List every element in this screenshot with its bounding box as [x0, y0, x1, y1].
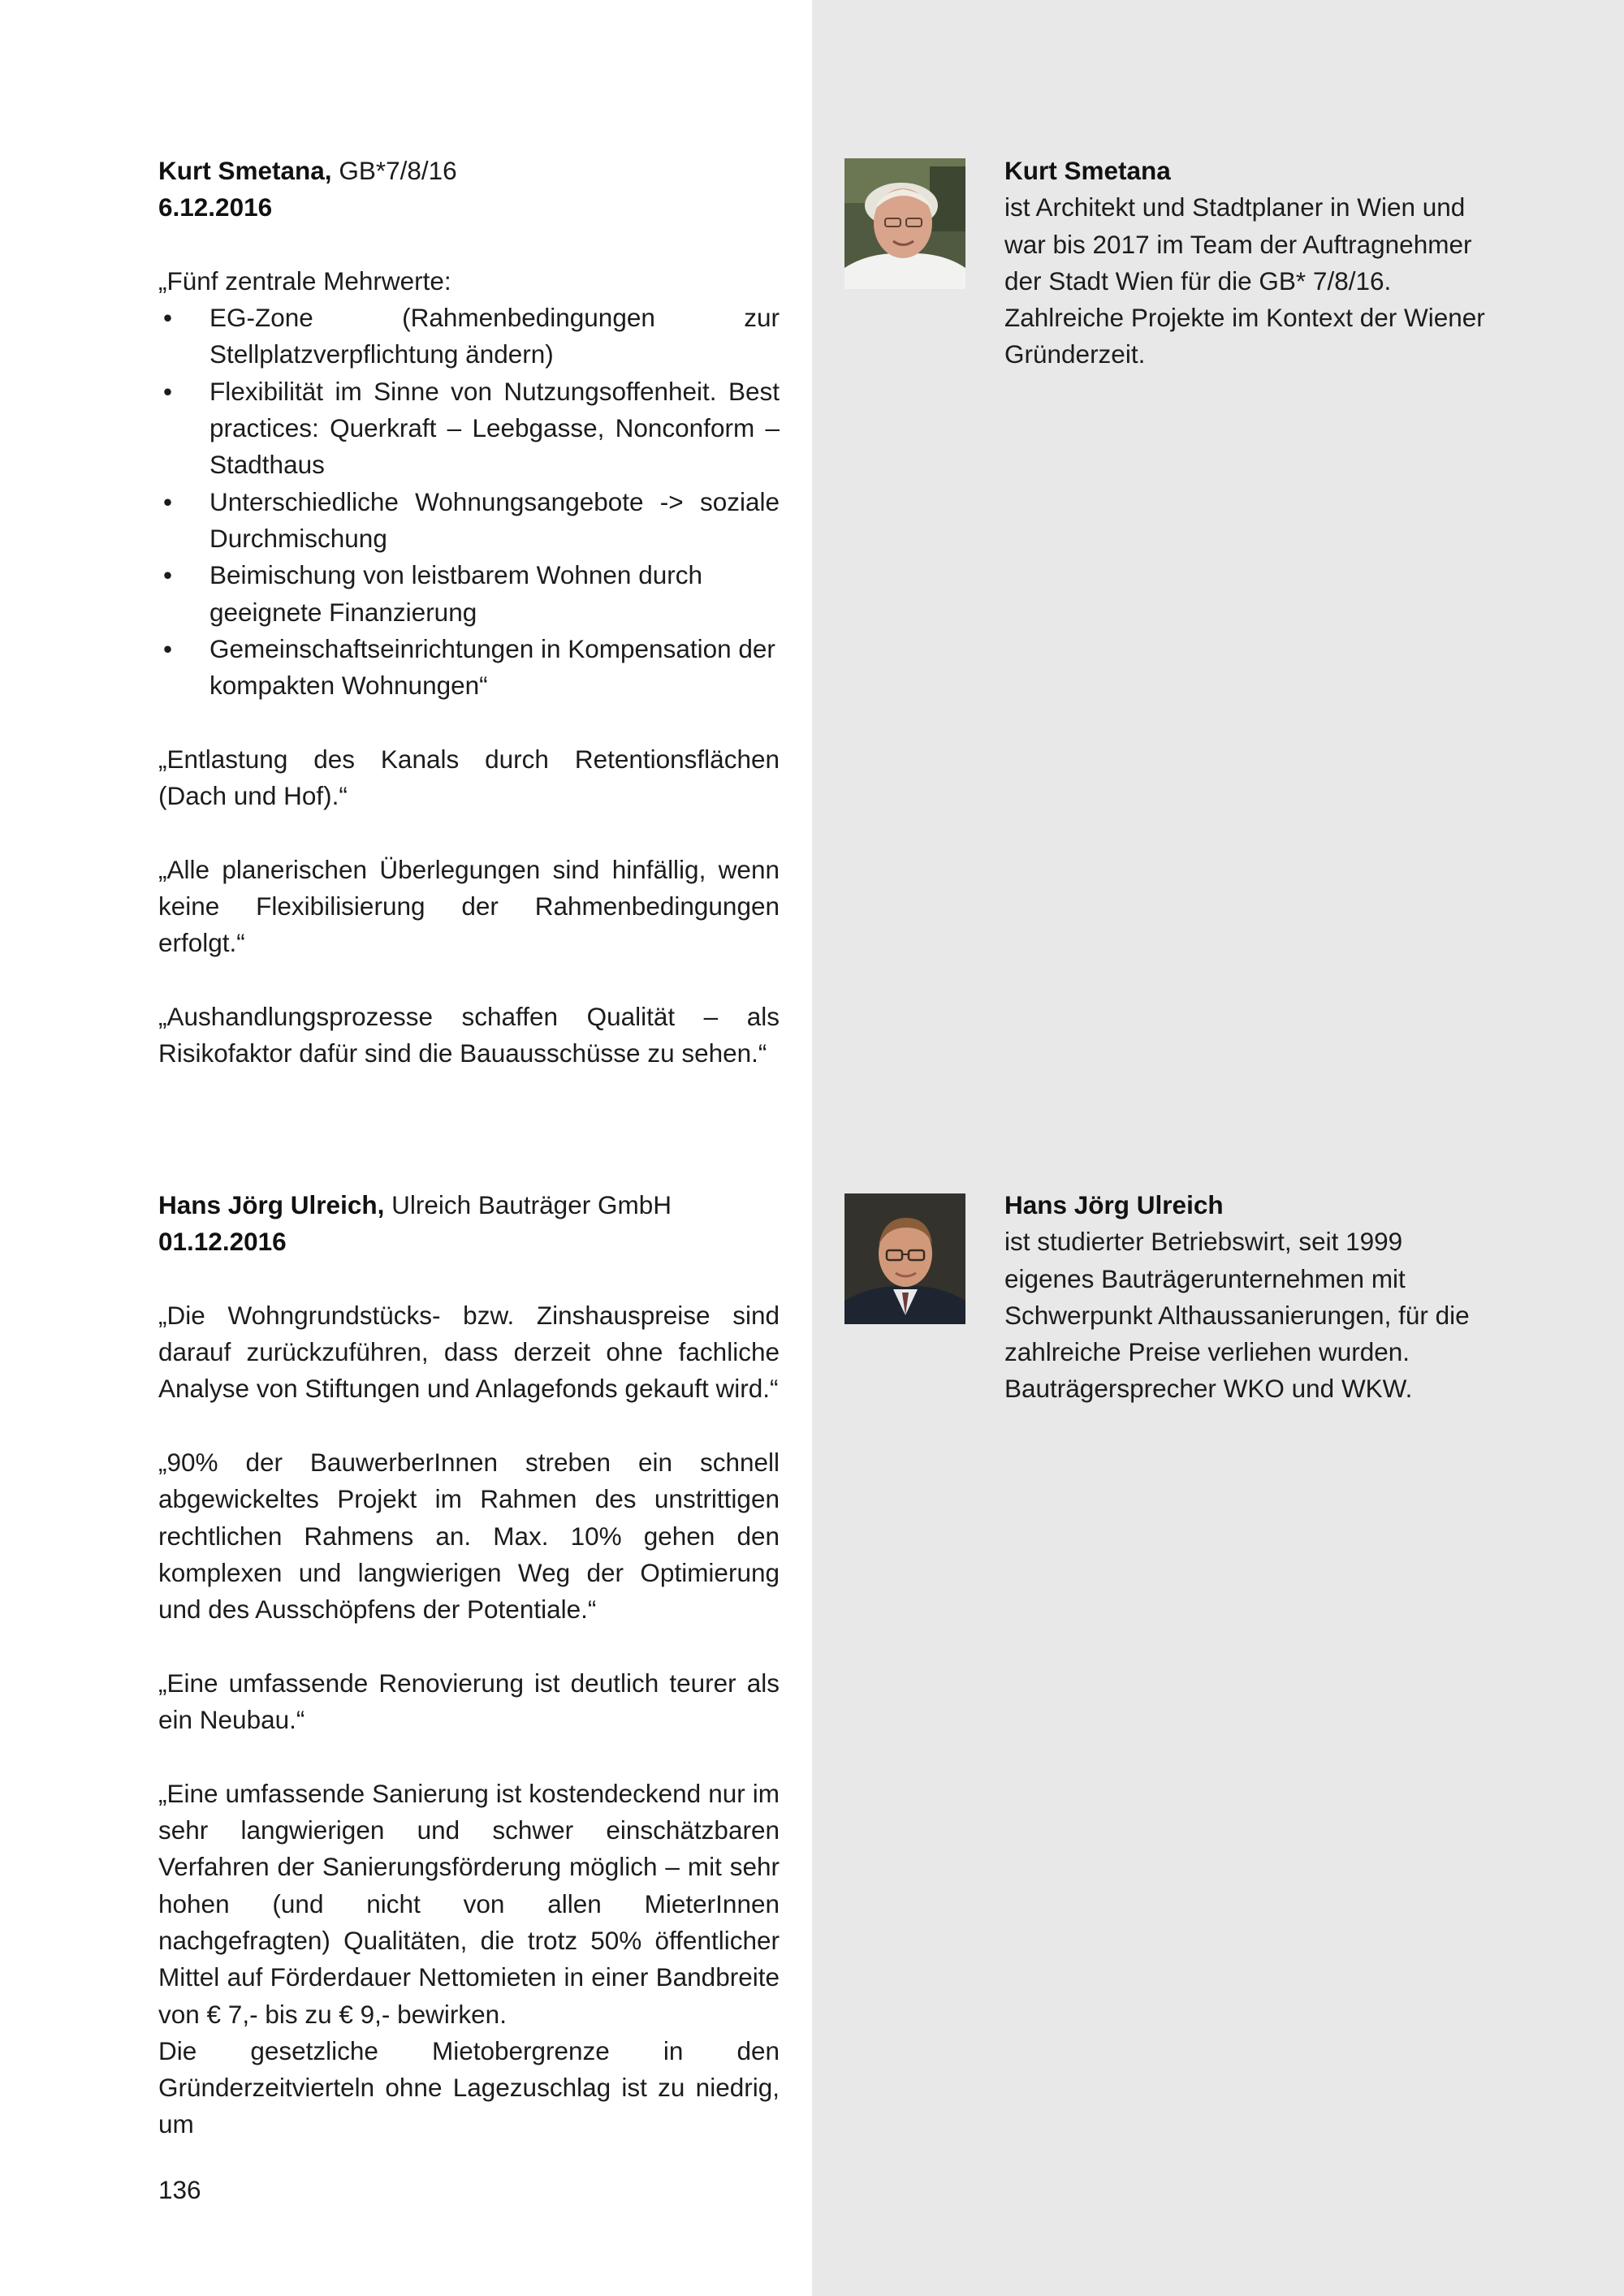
- quote-paragraph: „Eine umfassende Renovierung ist deutlich teurer als ein Neubau.“: [158, 1668, 780, 1735]
- bullet-item: • EG-Zone (Rahmenbedingungen zur Stellplatzverpflichtung ändern): [158, 300, 780, 373]
- bullet-item: • Beimischung von leistbarem Wohnen durch geeignete Finanzierung: [158, 557, 780, 631]
- continuation-paragraph: Die gesetzliche Mietobergrenze in den Gründerzeitvierteln ohne Lagezuschlag ist zu niedrig, um: [158, 2035, 780, 2139]
- speaker-affiliation: GB*7/8/16: [331, 156, 457, 185]
- quote-paragraph: „Aushandlungsprozesse schaffen Qualität – als Risikofaktor dafür sind die Bauausschüsse zu sehen.“: [158, 1001, 780, 1068]
- quote-paragraph: „Eine umfassende Sanierung ist kostendeckend nur im sehr langwierigen und schwer einschätzbaren Verfahren der Sanierungsförderung möglich – mit sehr hohen (und nicht von allen MieterInnen nachgefragten) Qualitäten, die trotz 50% öffentlicher Mittel auf Förderdauer Nettomieten in einer Bandbreite von € 7,- bis zu € 9,- bewirken.: [158, 1778, 780, 2029]
- statement-kurt-smetana: [158, 153, 780, 1072]
- quote-intro: „Fünf zentrale Mehrwerte:: [158, 265, 451, 296]
- bio-hans-joerg-ulreich: [1004, 1187, 1492, 1408]
- quote-paragraph: „Entlastung des Kanals durch Retentionsflächen (Dach und Hof).“: [158, 744, 780, 811]
- bio-text: ist studierter Betriebswirt, seit 1999 eigenes Bauträgerunternehmen mit Schwerpunkt Althaussanierungen, für die zahlreiche Preise verliehen wurden. Bauträgersprecher WKO und WKW.: [1004, 1227, 1470, 1404]
- statement-date: 01.12.2016: [158, 1227, 287, 1257]
- speaker-heading: [158, 1187, 780, 1224]
- bio-name: Kurt Smetana: [1004, 156, 1171, 185]
- speaker-affiliation: Ulreich Bauträger GmbH: [384, 1190, 672, 1219]
- quote-paragraph: „Die Wohngrundstücks- bzw. Zinshauspreise sind darauf zurückzuführen, dass derzeit ohne fachliche Analyse von Stiftungen und Anlagefonds gekauft wird.“: [158, 1300, 780, 1404]
- quote-paragraph: „Alle planerischen Überlegungen sind hinfällig, wenn keine Flexibilisierung der Rahmenbedingungen erfolgt.“: [158, 854, 780, 958]
- speaker-name: Kurt Smetana,: [158, 156, 332, 185]
- portrait-kurt-smetana: [844, 158, 965, 289]
- speaker-heading: [158, 153, 780, 189]
- bio-text: ist Architekt und Stadtplaner in Wien und war bis 2017 im Team der Auftragnehmer der Stadt Wien für die GB* 7/8/16. Zahlreiche Projekte im Kontext der Wiener Gründerzeit.: [1004, 192, 1485, 369]
- speaker-name: Hans Jörg Ulreich,: [158, 1190, 385, 1219]
- page-number: 136: [158, 2175, 201, 2204]
- portrait-hans-joerg-ulreich: [844, 1193, 965, 1324]
- statement-hans-joerg-ulreich: [158, 1187, 780, 2143]
- bullet-item: • Unterschiedliche Wohnungsangebote -> soziale Durchmischung: [158, 484, 780, 558]
- bio-name: Hans Jörg Ulreich: [1004, 1190, 1224, 1219]
- bullet-item: • Flexibilität im Sinne von Nutzungsoffenheit. Best practices: Querkraft – Leebgasse, Nonconform – Stadthaus: [158, 373, 780, 484]
- bullet-list: [158, 300, 780, 704]
- bullet-item: • Gemeinschaftseinrichtungen in Kompensation der kompakten Wohnungen“: [158, 631, 780, 705]
- quote-paragraph: „90% der BauwerberInnen streben ein schnell abgewickeltes Projekt im Rahmen des unstrittigen rechtlichen Rahmens an. Max. 10% gehen den komplexen und langwierigen Weg der Optimierung und des Ausschöpfens der Potentiale.“: [158, 1448, 780, 1625]
- bio-kurt-smetana: [1004, 153, 1492, 373]
- statement-date: 6.12.2016: [158, 192, 273, 222]
